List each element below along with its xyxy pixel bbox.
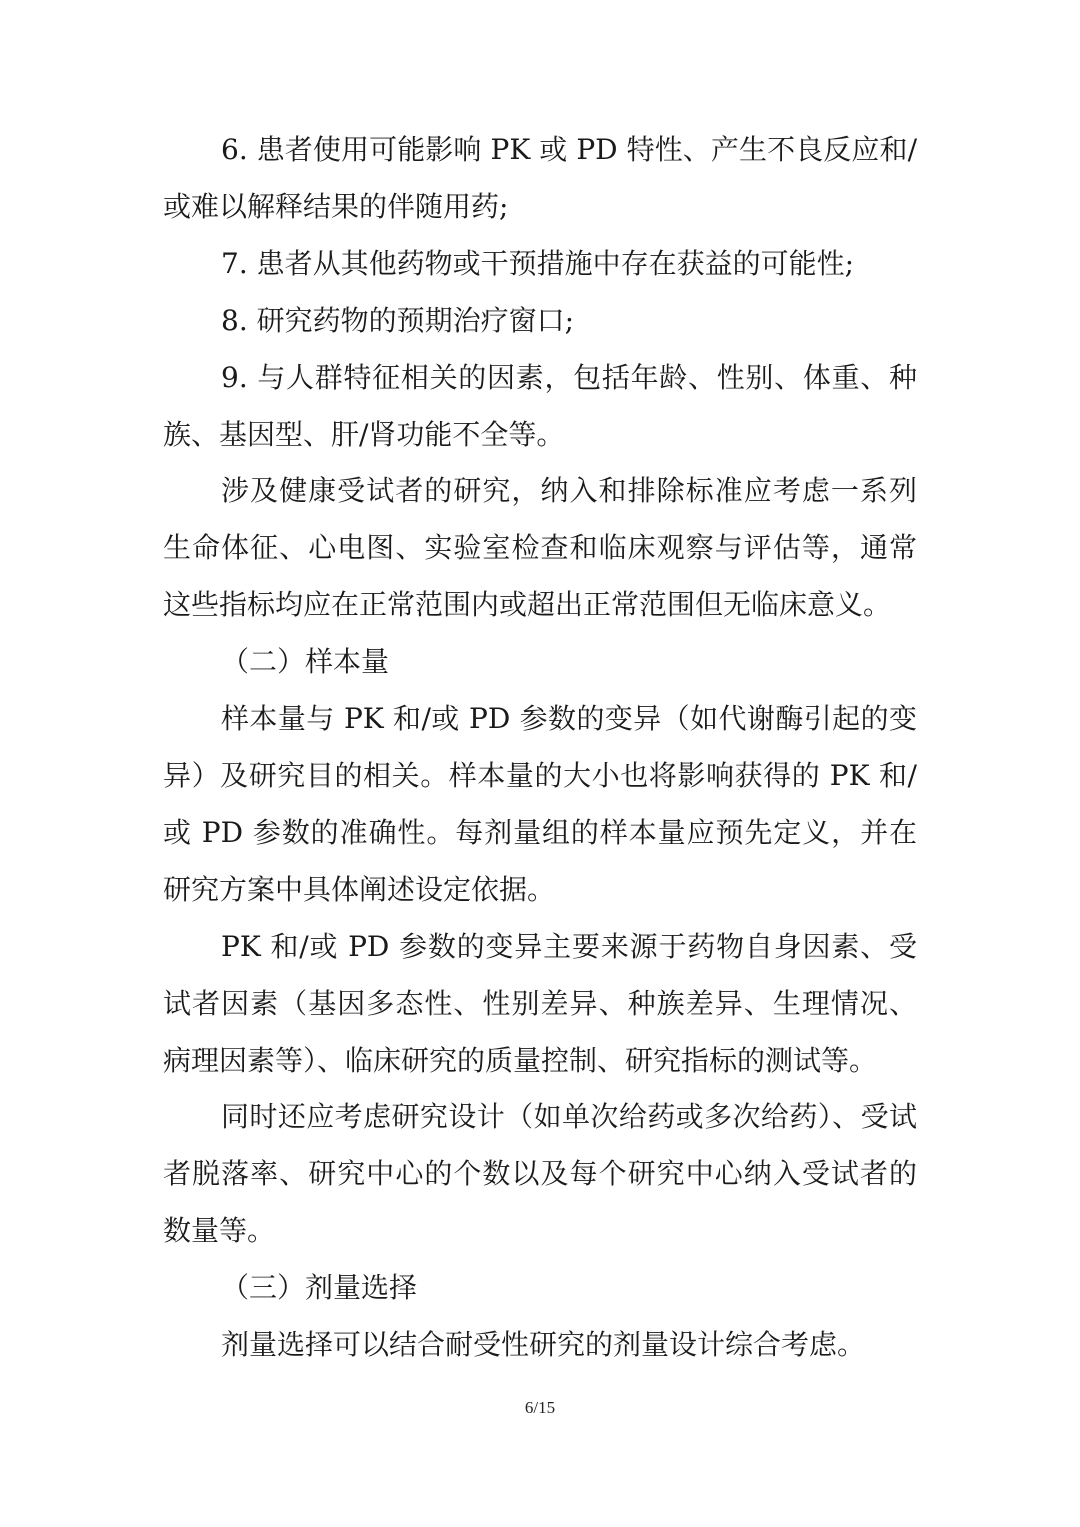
list-item-9: 9. 与人群特征相关的因素，包括年龄、性别、体重、种族、基因型、肝/肾功能不全等。 — [163, 360, 917, 451]
section-heading-dose-selection: （三）剂量选择 — [221, 1271, 418, 1305]
paragraph-healthy-subjects: 涉及健康受试者的研究，纳入和排除标准应考虑一系列生命体征、心电图、实验室检查和临床观察与评估等，通常这些指标均应在正常范围内或超出正常范围但无临床意义。 — [163, 474, 917, 622]
section-heading-sample-size: （二）样本量 — [221, 645, 390, 679]
list-item-6: 6. 患者使用可能影响 PK 或 PD 特性、产生不良反应和/或难以解释结果的伴随用药; — [163, 133, 917, 223]
list-item-7: 7. 患者从其他药物或干预措施中存在获益的可能性; — [221, 246, 855, 280]
document-body — [163, 122, 917, 1374]
list-item-8: 8. 研究药物的预期治疗窗口; — [221, 303, 575, 337]
paragraph-sample-size: 样本量与 PK 和/或 PD 参数的变异（如代谢酶引起的变异）及研究目的相关。样本量的大小也将影响获得的 PK 和/或 PD 参数的准确性。每剂量组的样本量应预先定义，并在研究方案中具体阐述设定依据。 — [163, 702, 917, 906]
paragraph-dose-selection: 剂量选择可以结合耐受性研究的剂量设计综合考虑。 — [221, 1328, 866, 1362]
paragraph-variability: PK 和/或 PD 参数的变异主要来源于药物自身因素、受试者因素（基因多态性、性别差异、种族差异、生理情况、病理因素等）、临床研究的质量控制、研究指标的测试等。 — [163, 929, 917, 1077]
paragraph-study-design: 同时还应考虑研究设计（如单次给药或多次给药）、受试者脱落率、研究中心的个数以及每个研究中心纳入受试者的数量等。 — [163, 1100, 917, 1248]
page-number: 6/15 — [524, 1398, 556, 1417]
